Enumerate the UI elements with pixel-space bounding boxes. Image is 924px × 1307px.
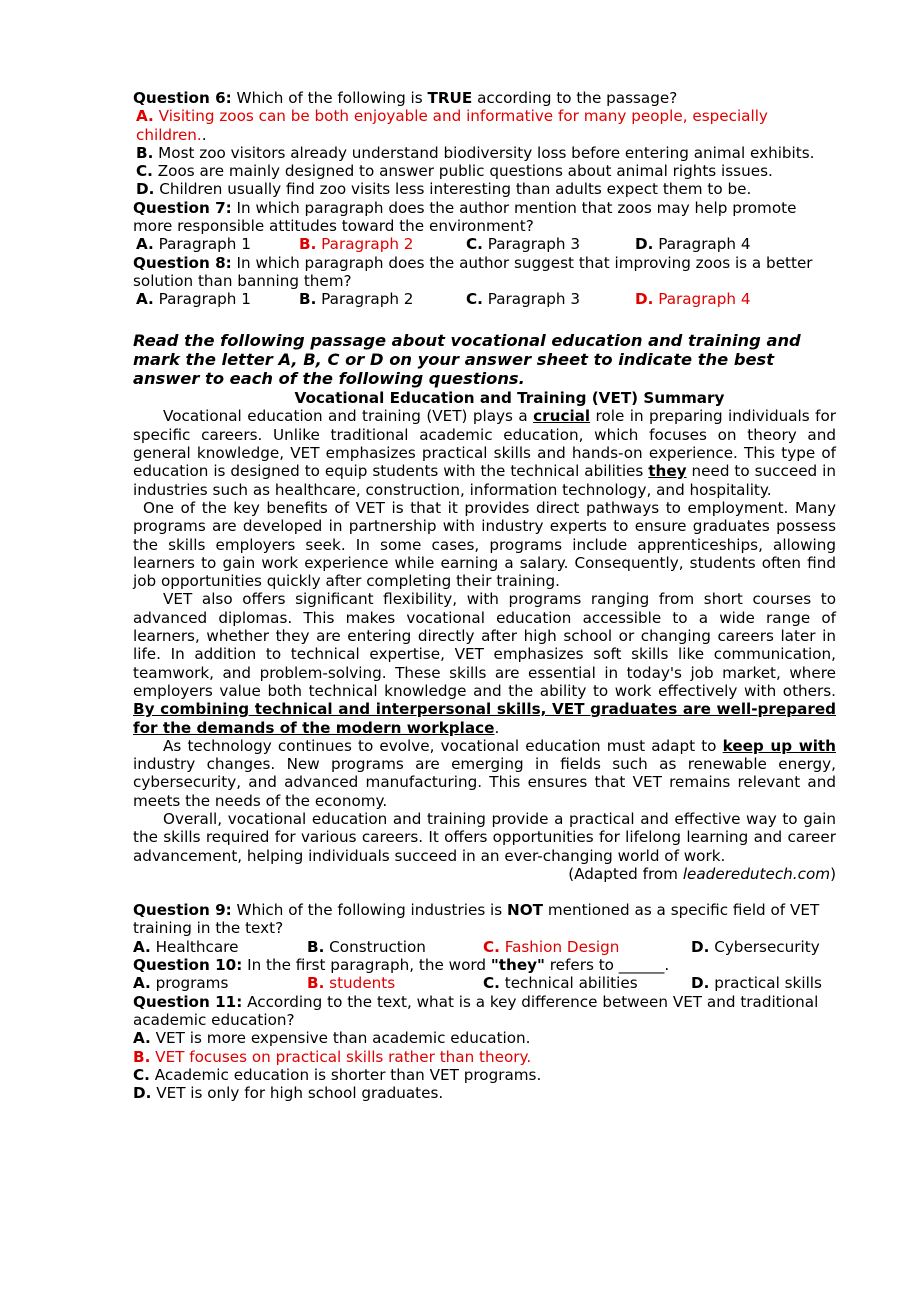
passage-title: Vocational Education and Training (VET) Summary xyxy=(294,389,725,408)
q8-option-d: D. Paragraph 4 xyxy=(635,290,751,309)
q11-option-a: A. VET is more expensive than academic education. xyxy=(133,1029,531,1048)
q7-option-d: D. Paragraph 4 xyxy=(635,235,751,254)
q10-option-b: B. students xyxy=(307,974,396,993)
q9-option-d: D. Cybersecurity xyxy=(691,937,820,956)
q10-option-c: C. technical abilities xyxy=(483,974,638,993)
passage-paragraph-4: As technology continues to evolve, vocational education must adapt to keep up with industry changes. New programs are emerging in fields such as renewable energy, cybersecurity, and advanced manufacturing. This ensures that VET remains relevant and meets the needs of the economy. xyxy=(133,736,836,810)
q11-option-b: B. VET focuses on practical skills rather than theory. xyxy=(133,1047,532,1066)
worksheet-page xyxy=(133,89,836,1102)
q11-option-d: D. VET is only for high school graduates. xyxy=(133,1084,444,1103)
q10-option-a: A. programs xyxy=(133,974,229,993)
question-6: Question 6: Which of the following is TRUE according to the passage? xyxy=(133,89,678,107)
question-10: Question 10: In the first paragraph, the word "they" refers to ______. xyxy=(133,956,670,975)
question-7: Question 7: In which paragraph does the author mention that zoos may help promote more responsible attitudes toward the environment? xyxy=(133,198,797,236)
passage-paragraph-1: Vocational education and training (VET) plays a crucial role in preparing individuals for specific careers. Unlike traditional academic education, which focuses on theory and general knowledge, VET emphasizes practical skills and hands-on experience. This type of education is designed to equip students with the technical abilities they need to succeed in industries such as healthcare, construction, information technology, and hospitality. xyxy=(133,407,837,499)
q8-option-c: C. Paragraph 3 xyxy=(466,290,581,309)
underlined-word-crucial: crucial xyxy=(533,407,591,426)
q9-option-c: C. Fashion Design xyxy=(483,937,620,956)
q7-option-b: B. Paragraph 2 xyxy=(299,235,414,254)
q7-option-a: A. Paragraph 1 xyxy=(136,235,251,254)
q9-options xyxy=(133,938,836,956)
q9-option-b: B. Construction xyxy=(307,937,426,956)
q6-option-d: D. Children usually find zoo visits less interesting than adults expect them to be. xyxy=(136,180,752,199)
question-8: Question 8: In which paragraph does the author suggest that improving zoos is a better solution than banning them? xyxy=(133,253,813,290)
q11-option-c: C. Academic education is shorter than VET programs. xyxy=(133,1065,542,1084)
underlined-sentence: By combining technical and interpersonal skills, VET graduates are well-prepared for the demands of the modern workplace xyxy=(133,700,836,737)
question-11: Question 11: According to the text, what is a key difference between VET and traditional academic education? xyxy=(133,992,819,1029)
question-label: Question 6: xyxy=(133,89,232,107)
q9-option-a: A. Healthcare xyxy=(133,937,239,956)
passage-source: (Adapted from leaderedutech.com) xyxy=(568,864,836,883)
passage-paragraph-3: VET also offers significant flexibility, with programs ranging from short courses to advanced diplomas. This makes vocational education accessible to a wide range of learners, whether they are entering directly after high school or changing careers later in life. In addition to technical expertise, VET emphasizes soft skills like communication, teamwork, and problem-solving. These skills are essential in today's job market, where employers value both technical knowledge and the ability to work effectively with others. By combining technical and interpersonal skills, VET graduates are well-prepared for the demands of the modern workplace. xyxy=(133,590,836,737)
reading-instruction: Read the following passage about vocational education and training and mark the letter A, B, C or D on your answer sheet to indicate the best answer to each of the following questions. xyxy=(133,330,801,388)
passage-paragraph-2: One of the key benefits of VET is that it provides direct pathways to employment. Many programs are developed in partnership with industry experts to ensure graduates possess the skills employers seek. In some cases, programs include apprenticeships, allowing learners to gain work experience while earning a salary. Consequently, students often find job opportunities quickly after completing their training. xyxy=(133,498,836,591)
q6-option-a: A. Visiting zoos can be both enjoyable and informative for many people, especially children.. xyxy=(136,107,768,144)
question-9: Question 9: Which of the following industries is NOT mentioned as a specific field of VET training in the text? xyxy=(133,901,820,938)
underlined-word-they: they xyxy=(648,462,687,481)
underlined-phrase-keep-up-with: keep up with xyxy=(722,736,836,755)
q7-options xyxy=(136,235,836,253)
q8-option-a: A. Paragraph 1 xyxy=(136,290,251,309)
q8-options xyxy=(136,290,836,308)
q10-option-d: D. practical skills xyxy=(691,974,822,993)
passage-paragraph-5: Overall, vocational education and training provide a practical and effective way to gain the skills required for various careers. It offers opportunities for lifelong learning and career advancement, helping individuals succeed in an ever-changing world of work. xyxy=(133,810,836,865)
q6-option-b: B. Most zoo visitors already understand biodiversity loss before entering animal exhibits. xyxy=(136,143,815,162)
q6-option-c: C. Zoos are mainly designed to answer public questions about animal rights issues. xyxy=(136,162,773,181)
q7-option-c: C. Paragraph 3 xyxy=(466,235,581,254)
q10-options xyxy=(133,974,836,992)
q8-option-b: B. Paragraph 2 xyxy=(299,290,414,309)
